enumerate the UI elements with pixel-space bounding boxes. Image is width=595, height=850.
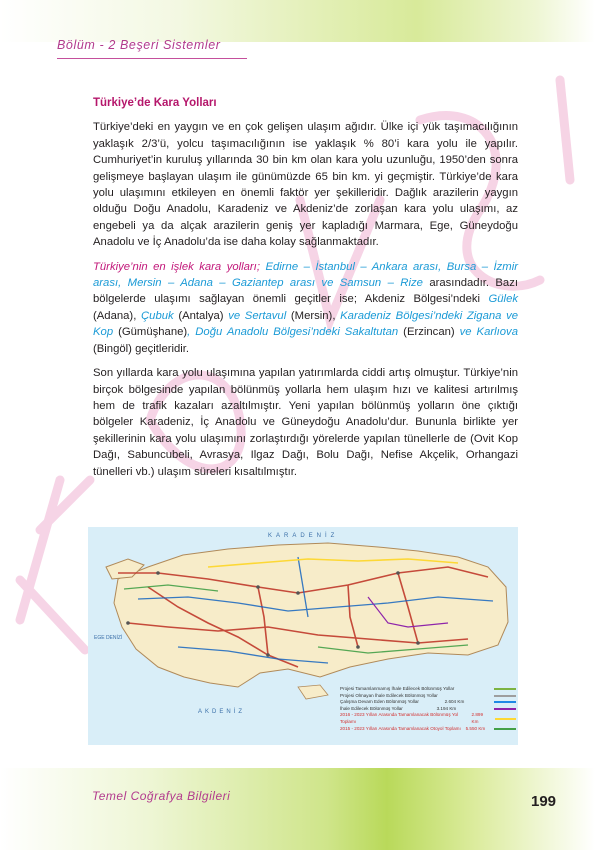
legend-swatch <box>495 718 516 720</box>
pass-gulek: Gülek <box>488 293 518 306</box>
legend-value: 3.194 Km <box>436 705 457 711</box>
legend-item <box>340 726 516 733</box>
legend-swatch <box>494 728 516 730</box>
legend-label: Çalışma Devam Eden Bölünmüş Yollar <box>340 699 419 705</box>
text-span: (Erzincan) <box>398 326 460 339</box>
highway-routes: Edirne – İstanbul – Ankara arası, Bursa – İzmir arası, Mersin – Adana – Gaziantep arası ve Samsun – Rize <box>93 260 518 290</box>
legend-item <box>340 699 516 706</box>
paragraph-2 <box>93 259 518 357</box>
page-number: 199 <box>531 793 557 810</box>
sea-label-south: AKDENİZ <box>198 709 246 715</box>
legend-label: Projesi Tamamlanmamış İhale Edilecek Bölünmüş Yollar <box>340 686 455 691</box>
legend-swatch <box>494 701 516 703</box>
legend-value: 5.550 Km <box>465 725 486 731</box>
legend-swatch <box>494 708 516 710</box>
legend-label: 2015 - 2023 Yılları Arasında Tamamlanacak Otoyol Toplamı <box>340 725 461 731</box>
book-title: Temel Coğrafya Bilgileri <box>92 789 231 803</box>
legend-swatch <box>494 688 516 690</box>
main-content <box>93 95 518 488</box>
legend-value: 2.899 Km <box>471 712 484 724</box>
sea-label-west: EGE DENİZİ <box>94 635 123 641</box>
text-span: (Mersin), <box>286 309 341 322</box>
footer-band <box>0 768 595 850</box>
map-legend <box>340 686 516 732</box>
legend-item <box>340 686 516 693</box>
chapter-title: Bölüm - 2 Beşeri Sistemler <box>57 38 221 52</box>
legend-item <box>340 712 516 725</box>
pass-zigana-kop: Karadeniz Bölgesi’ndeki Zigana ve Kop <box>93 309 519 339</box>
legend-item <box>340 693 516 700</box>
legend-item <box>340 706 516 713</box>
legend-label: İhale Edilecek Bölünmüş Yollar <box>340 705 403 711</box>
pass-cubuk: Çubuk <box>141 309 174 322</box>
text-span: arasındadır. Bazı bölgelerde ulaşımı sağlayan önemli geçitler ise; Akdeniz Bölgesi’ndeki <box>93 277 519 306</box>
chapter-underline <box>57 58 247 59</box>
pass-sakaltutan: , Doğu Anadolu Bölgesi’ndeki Sakaltutan <box>187 326 399 339</box>
pass-sertavul: ve Sertavul <box>228 309 287 322</box>
paragraph-1: Türkiye’deki en yaygın ve en çok gelişen ulaşım ağıdır. Ülke içi yük taşımacılığının yaklaşık 2/3’ü, yolcu taşımacılığının ise yaklaşık % 80’i kara yolu ile yapılır. Cumhuriyet’in kuruluş yıllarında 30 bin km olan kara yolu uzunluğu, 1950’den sonra gelişmeye başlayan ulaşım ile günümüzde 65 bin km. yi geçmiştir. Türkiye’de kara yolu ulaşımını etkileyen en önemli faktör yer şekilleridir. Dağlık arazilerin yaygın olduğu Doğu Anadolu, Karadeniz ve Akdeniz’de zorlaşan kara yolu ulaşımı, az engebeli ya da alçak arazilerin geniş yer kapladığı Marmara, Ege, Güneydoğu Anadolu ve İç Anadolu’da ise daha kolay sağlanmaktadır. <box>93 121 518 249</box>
section-heading: Türkiye’de Kara Yolları <box>93 97 217 109</box>
text-span: (Adana), <box>93 309 141 322</box>
paragraph-3: Son yıllarda kara yolu ulaşımına yapılan yatırımlarda ciddi artış olmuştur. Türkiye’nin birçok bölgesinde yapılan bölünmüş yollarla hem ulaşım hızı ve kalitesi artırılmış hem de trafik kazaları azaltılmıştır. Yeni yapılan bölünmüş yolların öne çıktığı bölgeler Karadeniz, İç Anadolu ve Güneydoğu Anadolu’dur. Bununla birlikte yer şekillerinin kara yolu ulaşımını zorlaştırdığı yörelerde yapılan tünellerle de (Ovit Kop Dağı, Sabuncubeli, Avrasya, Ilgaz Dağı, Bolu Dağı, Nefise Akçelik, Orhangazi tünelleri vb.) ulaşım süreleri kısaltılmıştır. <box>93 367 518 478</box>
legend-label: 2016 - 2023 Yılları Arasında Tamamlanacak Bölünmüş Yol Toplamı <box>340 712 459 724</box>
header-band <box>0 0 595 42</box>
legend-label: Projesi Olmayan İhale Edilecek Bölünmüş Yollar <box>340 692 438 698</box>
sea-label-north: KARADENİZ <box>268 533 339 539</box>
highway-intro: Türkiye’nin en işlek kara yolları; <box>93 260 260 273</box>
legend-swatch <box>494 695 516 697</box>
pass-karliova: ve Karlıova <box>459 326 518 339</box>
text-span: (Gümüşhane) <box>113 326 188 339</box>
text-span: (Antalya) <box>173 309 229 322</box>
legend-value: 2.604 Km <box>444 699 465 705</box>
text-span: (Bingöl) geçitleridir. <box>93 342 190 355</box>
